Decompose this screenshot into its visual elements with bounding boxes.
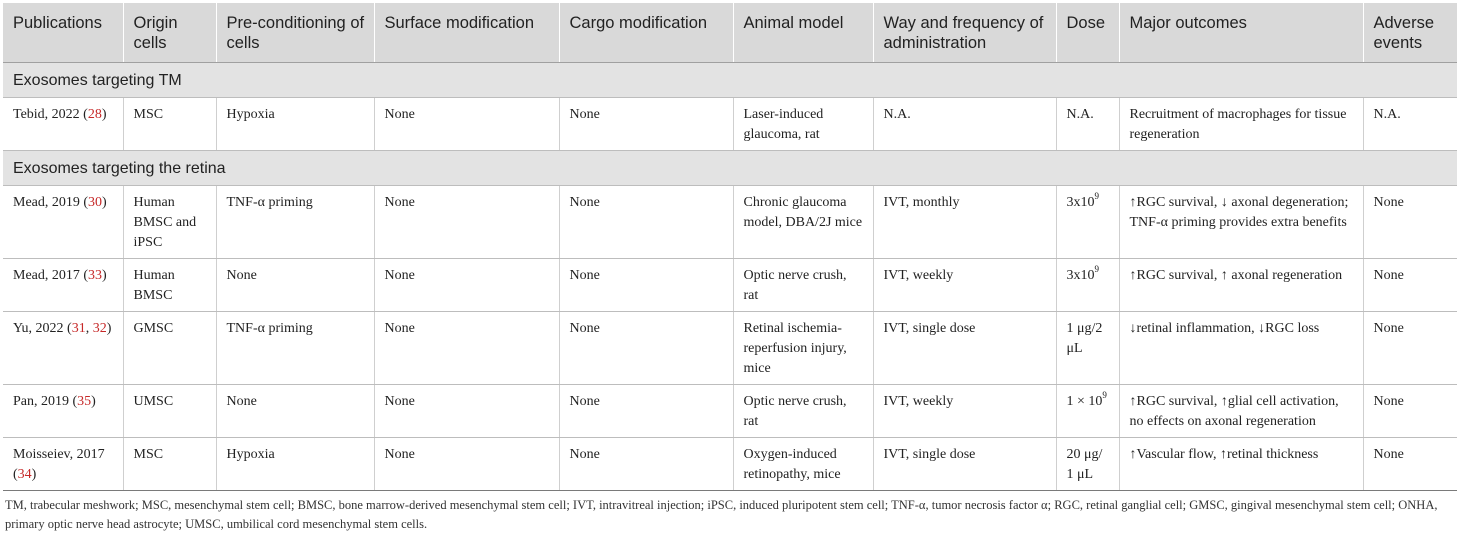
cell-publication	[3, 385, 123, 438]
cell-animal-model: Laser-induced glaucoma, rat	[733, 98, 873, 151]
cell-cargo-modification: None	[559, 385, 733, 438]
cell-major-outcomes: ↑RGC survival, ↑glial cell activation, no effects on axonal regeneration	[1119, 385, 1363, 438]
cell-major-outcomes: ↑RGC survival, ↓ axonal degeneration; TNF-α priming provides extra benefits	[1119, 186, 1363, 259]
col-header-animal-model: Animal model	[733, 3, 873, 63]
publication-text: Mead, 2019 (	[13, 195, 89, 210]
cell-adverse-events: None	[1363, 259, 1457, 312]
publication-text: Pan, 2019 (	[13, 394, 78, 409]
cell-major-outcomes: ↑RGC survival, ↑ axonal regeneration	[1119, 259, 1363, 312]
cell-origin-cells: MSC	[123, 98, 216, 151]
col-header-origin-cells: Origin cells	[123, 3, 216, 63]
cell-origin-cells: GMSC	[123, 312, 216, 385]
reference-link[interactable]: 33	[88, 268, 103, 283]
publication-close: )	[102, 195, 107, 210]
table-footnote: TM, trabecular meshwork; MSC, mesenchymal stem cell; BMSC, bone marrow-derived mesenchymal stem cell; IVT, intravitreal injection; iPSC, induced pluripotent stem cell; TNF-α, tumor necrosis factor α; RGC, retinal ganglial cell; GMSC, gingival mesenchymal stem cell; ONHA, primary optic nerve head astrocyte; UMSC, umbilical cord mesenchymal stem cells.	[5, 498, 1438, 531]
cell-administration: IVT, weekly	[873, 259, 1056, 312]
reference-link[interactable]: 34	[17, 467, 32, 482]
cell-cargo-modification: None	[559, 186, 733, 259]
reference-link[interactable]: 35	[77, 394, 92, 409]
cell-animal-model: Optic nerve crush, rat	[733, 259, 873, 312]
dose-value: 3x10	[1066, 195, 1095, 210]
publication-close: )	[102, 268, 107, 283]
reference-link[interactable]: 32	[92, 321, 107, 336]
cell-dose	[1056, 312, 1119, 385]
section-title: Exosomes targeting the retina	[3, 151, 1457, 186]
cell-animal-model: Oxygen-induced retinopathy, mice	[733, 438, 873, 491]
publication-close: )	[101, 107, 107, 122]
cell-surface-modification: None	[374, 312, 559, 385]
cell-dose	[1056, 438, 1119, 491]
cell-origin-cells: Human BMSC	[123, 259, 216, 312]
publication-text: Mead, 2017 (	[13, 268, 89, 283]
dose-exponent: 9	[1094, 191, 1099, 202]
cell-administration: IVT, monthly	[873, 186, 1056, 259]
cell-major-outcomes: Recruitment of macrophages for tissue regeneration	[1119, 98, 1363, 151]
cell-dose	[1056, 259, 1119, 312]
cell-cargo-modification: None	[559, 98, 733, 151]
cell-surface-modification: None	[374, 385, 559, 438]
col-header-surface-modification: Surface modification	[374, 3, 559, 63]
cell-publication	[3, 98, 123, 151]
cell-preconditioning: None	[216, 259, 374, 312]
cell-preconditioning: TNF-α priming	[216, 312, 374, 385]
cell-publication	[3, 186, 123, 259]
cell-administration: IVT, single dose	[873, 312, 1056, 385]
publication-text: Yu, 2022 (	[13, 321, 72, 336]
cell-animal-model: Retinal ischemia-reperfusion injury, mice	[733, 312, 873, 385]
cell-administration: IVT, single dose	[873, 438, 1056, 491]
cell-publication	[3, 438, 123, 491]
cell-adverse-events: None	[1363, 312, 1457, 385]
reference-link[interactable]: 31	[71, 321, 86, 336]
table-row	[3, 438, 1457, 491]
cell-surface-modification: None	[374, 438, 559, 491]
cell-cargo-modification: None	[559, 259, 733, 312]
dose-value: N.A.	[1066, 107, 1094, 122]
table-row	[3, 186, 1457, 259]
col-header-major-outcomes: Major outcomes	[1119, 3, 1363, 63]
cell-animal-model: Chronic glaucoma model, DBA/2J mice	[733, 186, 873, 259]
table-row	[3, 98, 1457, 151]
reference-link[interactable]: 28	[87, 107, 102, 122]
dose-value: 3x10	[1066, 268, 1095, 283]
cell-dose	[1056, 186, 1119, 259]
publication-text: Moisseiev, 2017 (	[13, 447, 105, 482]
cell-dose	[1056, 385, 1119, 438]
cell-publication: Yu, 2022 (31, 32)	[3, 312, 123, 385]
cell-origin-cells: MSC	[123, 438, 216, 491]
cell-surface-modification: None	[374, 259, 559, 312]
section-row	[3, 63, 1457, 98]
reference-link[interactable]: 30	[88, 195, 103, 210]
cell-major-outcomes: ↑Vascular flow, ↑retinal thickness	[1119, 438, 1363, 491]
cell-surface-modification: None	[374, 98, 559, 151]
cell-major-outcomes: ↓retinal inflammation, ↓RGC loss	[1119, 312, 1363, 385]
col-header-administration: Way and frequency of administration	[873, 3, 1056, 63]
publication-close: )	[106, 321, 112, 336]
cell-preconditioning: Hypoxia	[216, 98, 374, 151]
col-header-dose: Dose	[1056, 3, 1119, 63]
col-header-publications: Publications	[3, 3, 123, 63]
exosome-studies-table	[3, 3, 1457, 491]
table-row	[3, 312, 1457, 385]
dose-exponent: 9	[1094, 264, 1099, 275]
cell-adverse-events: N.A.	[1363, 98, 1457, 151]
cell-adverse-events: None	[1363, 438, 1457, 491]
cell-dose	[1056, 98, 1119, 151]
col-header-adverse-events: Adverse events	[1363, 3, 1457, 63]
cell-cargo-modification: None	[559, 312, 733, 385]
publication-close: )	[31, 467, 37, 482]
cell-surface-modification: None	[374, 186, 559, 259]
table-body	[3, 63, 1457, 491]
publication-close: )	[91, 394, 96, 409]
col-header-cargo-modification: Cargo modification	[559, 3, 733, 63]
cell-preconditioning: Hypoxia	[216, 438, 374, 491]
table-row	[3, 385, 1457, 438]
cell-preconditioning: TNF-α priming	[216, 186, 374, 259]
header-row	[3, 3, 1457, 63]
cell-adverse-events: None	[1363, 385, 1457, 438]
cell-origin-cells: UMSC	[123, 385, 216, 438]
cell-preconditioning: None	[216, 385, 374, 438]
section-row	[3, 151, 1457, 186]
table-container	[3, 3, 1457, 534]
table-row	[3, 259, 1457, 312]
dose-value: 1 μg/2 μL	[1066, 321, 1103, 356]
cell-publication	[3, 259, 123, 312]
cell-origin-cells: Human BMSC and iPSC	[123, 186, 216, 259]
publication-text: Tebid, 2022 (	[13, 107, 88, 122]
col-header-preconditioning: Pre-conditioning of cells	[216, 3, 374, 63]
cell-adverse-events: None	[1363, 186, 1457, 259]
dose-exponent: 9	[1102, 390, 1107, 401]
dose-value: 20 μg/ 1 μL	[1066, 447, 1103, 482]
section-title: Exosomes targeting TM	[3, 63, 1457, 98]
cell-animal-model: Optic nerve crush, rat	[733, 385, 873, 438]
cell-administration: IVT, weekly	[873, 385, 1056, 438]
cell-administration: N.A.	[873, 98, 1056, 151]
dose-value: 1 × 10	[1066, 394, 1103, 409]
cell-cargo-modification: None	[559, 438, 733, 491]
